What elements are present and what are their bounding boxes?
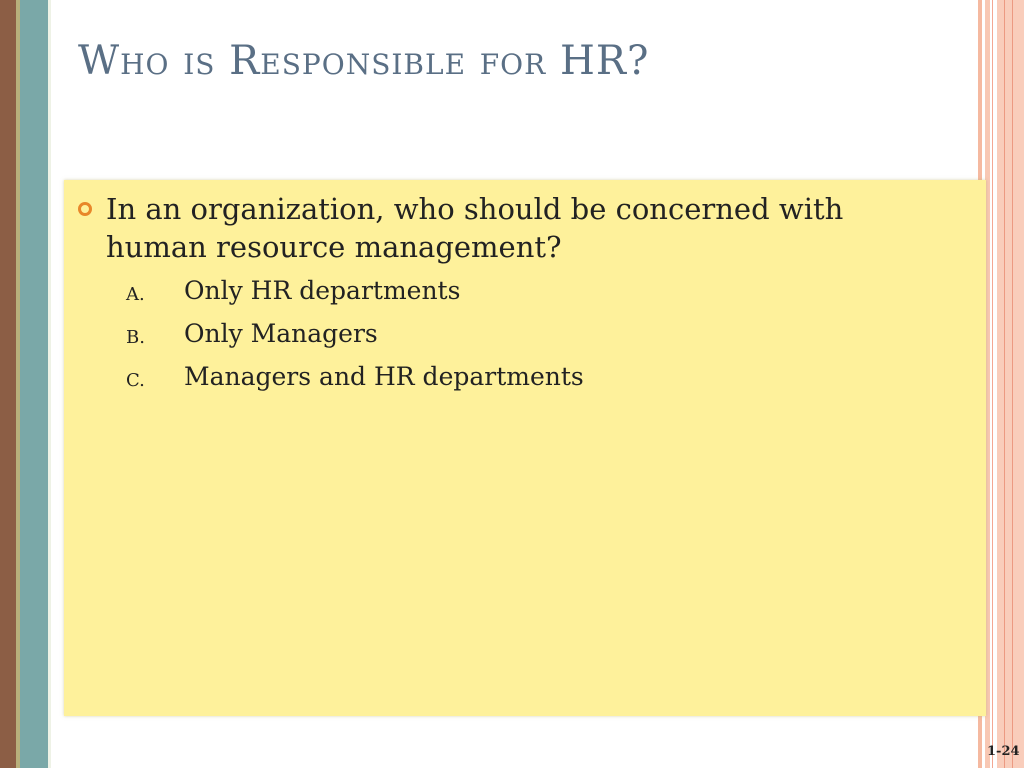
bullet-question: In an organization, who should be concerned with human resource management? <box>106 192 844 264</box>
slide-title: Who is Responsible for HR? <box>78 38 650 84</box>
left-decor-brown-bar <box>0 0 16 768</box>
left-decor-teal-bar <box>20 0 48 768</box>
option-text: Only HR departments <box>184 276 461 305</box>
content-box <box>64 180 986 716</box>
option-marker: A. <box>126 284 145 305</box>
option-item-a <box>64 276 944 316</box>
option-text: Only Managers <box>184 319 378 348</box>
option-item-b <box>64 319 944 359</box>
hollow-circle-bullet-icon <box>78 202 92 216</box>
option-item-c <box>64 362 944 402</box>
option-marker: C. <box>126 370 145 391</box>
right-decor-line <box>1012 0 1013 768</box>
right-decor-line <box>1004 0 1005 768</box>
page-number: 1-24 <box>987 744 1020 759</box>
right-decor-stripe <box>997 0 1024 768</box>
option-marker: B. <box>126 327 145 348</box>
option-text: Managers and HR departments <box>184 362 584 391</box>
left-decor-light-bar <box>48 0 51 768</box>
